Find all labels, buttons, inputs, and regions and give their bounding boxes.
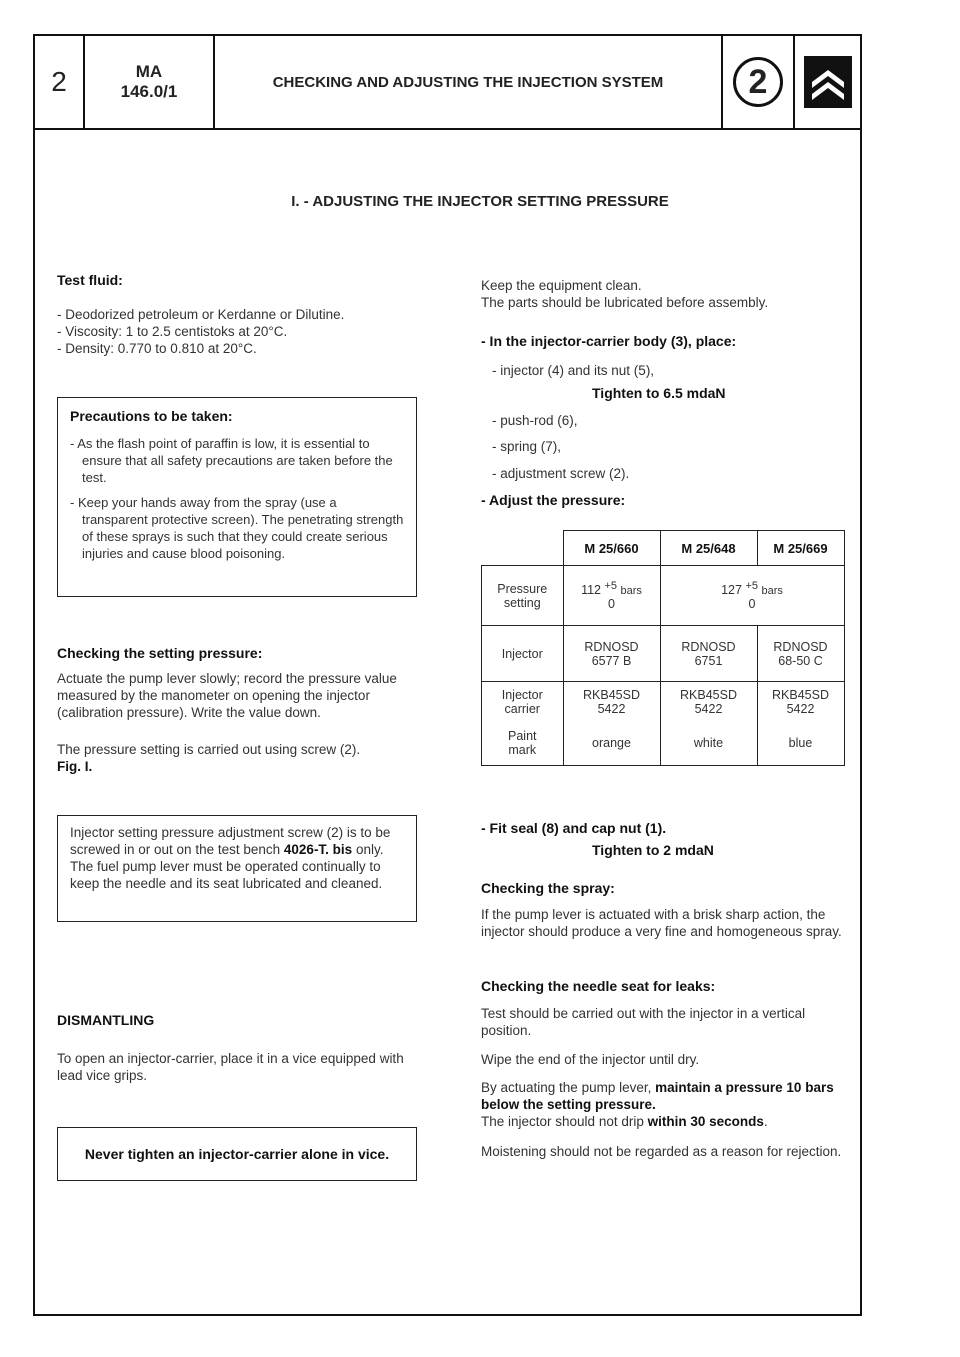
brand-logo [795,36,860,128]
dismantling-heading: DISMANTLING [57,1012,155,1028]
injector-spec-table [481,530,845,766]
table-cell: RKB45SD 5422 [660,682,757,722]
manual-code-line2: 146.0/1 [120,82,178,101]
screw-note-box [57,815,417,922]
test-fluid-item: - Density: 0.770 to 0.810 at 20°C. [57,341,257,356]
screw-note-text: Injector setting pressure adjustment screw (2) is to be screwed in or out on the test bench 4026-T. bis only. The fuel pump lever must be operated continually to keep the needle and its seat lubricated and cleaned. [70,825,391,891]
table-header: M 25/669 [757,531,844,566]
table-cell: RDNOSD 6577 B [563,626,660,682]
intro-text: Keep the equipment clean. The parts should be lubricated before assembly. [481,278,769,310]
place-item: - push-rod (6), [492,413,578,428]
leak-text: Wipe the end of the injector until dry. [481,1052,700,1067]
spray-heading: Checking the spray: [481,880,615,896]
row-label: Injector carrier [482,682,564,722]
chapter-badge-number: 2 [733,57,783,107]
place-item: - injector (4) and its nut (5), [492,363,655,378]
test-fluid-item: - Deodorized petroleum or Kerdanne or Dilutine. [57,307,345,322]
place-item: - adjustment screw (2). [492,466,630,481]
test-bench-ref: 4026-T. bis [283,842,353,857]
table-cell: blue [757,722,844,766]
figure-reference: Fig. I. [57,759,93,774]
precaution-item: - As the flash point of paraffin is low, it is essential to ensure that all safety precautions are taken before the test. [70,436,393,485]
leak-text: Test should be carried out with the injector in a vertical position. [481,1006,806,1038]
table-cell: RDNOSD 68-50 C [757,626,844,682]
fit-seal-heading: - Fit seal (8) and cap nut (1). [481,820,667,836]
warning-text: Never tighten an injector-carrier alone in vice. [84,1145,390,1162]
manual-code [85,36,215,128]
row-label: Pressure setting [482,566,564,626]
page-number: 2 [35,36,85,128]
chevron-logo-icon [804,56,852,108]
spray-text: If the pump lever is actuated with a brisk sharp action, the injector should produce a very fine and homogeneous spray. [481,907,842,939]
table-cell: 112 +5 bars 0 [563,566,660,626]
header [33,34,862,130]
checking-setting-screw: The pressure setting is carried out using screw (2). [57,742,361,757]
torque-value: Tighten to 2 mdaN [592,842,714,858]
table-cell: 127 +5 bars 0 [660,566,844,626]
precaution-item: - Keep your hands away from the spray (use a transparent protective screen). The penetrating strength of these sprays is such that they could create serious injuries and cause blood poisoning. [70,495,404,561]
manual-code-line1: MA [135,62,163,81]
chapter-badge [723,36,795,128]
row-label: Injector [482,626,564,682]
table-cell: orange [563,722,660,766]
warning-box [57,1127,417,1181]
precautions-box [57,397,417,597]
row-label: Paint mark [482,722,564,766]
test-fluid-item: - Viscosity: 1 to 2.5 centistoks at 20°C. [57,324,288,339]
adjust-heading: - Adjust the pressure: [481,492,626,508]
table-cell: RKB45SD 5422 [563,682,660,722]
section-title: I. - ADJUSTING THE INJECTOR SETTING PRESSURE [291,193,669,210]
table-header: M 25/648 [660,531,757,566]
leak-text: Moistening should not be regarded as a reason for rejection. [481,1144,842,1159]
header-title: CHECKING AND ADJUSTING THE INJECTION SYSTEM [215,36,723,128]
place-heading: - In the injector-carrier body (3), place: [481,333,737,349]
checking-setting-text: Actuate the pump lever slowly; record the pressure value measured by the manometer on opening the injector (calibration pressure). Write the value down. [57,671,397,720]
test-fluid-heading: Test fluid: [57,272,123,288]
table-header: M 25/660 [563,531,660,566]
precautions-heading: Precautions to be taken: [70,408,233,424]
leak-heading: Checking the needle seat for leaks: [481,978,716,994]
checking-setting-heading: Checking the setting pressure: [57,645,263,661]
table-cell: RKB45SD 5422 [757,682,844,722]
test-fluid-list [57,306,417,357]
dismantling-text: To open an injector-carrier, place it in a vice equipped with lead vice grips. [57,1051,404,1083]
torque-value: Tighten to 6.5 mdaN [592,385,726,401]
table-cell: white [660,722,757,766]
place-item: - spring (7), [492,439,562,454]
leak-text: By actuating the pump lever, maintain a pressure 10 bars below the setting pressure. The injector should not drip within 30 seconds. [481,1080,834,1129]
table-cell: RDNOSD 6751 [660,626,757,682]
